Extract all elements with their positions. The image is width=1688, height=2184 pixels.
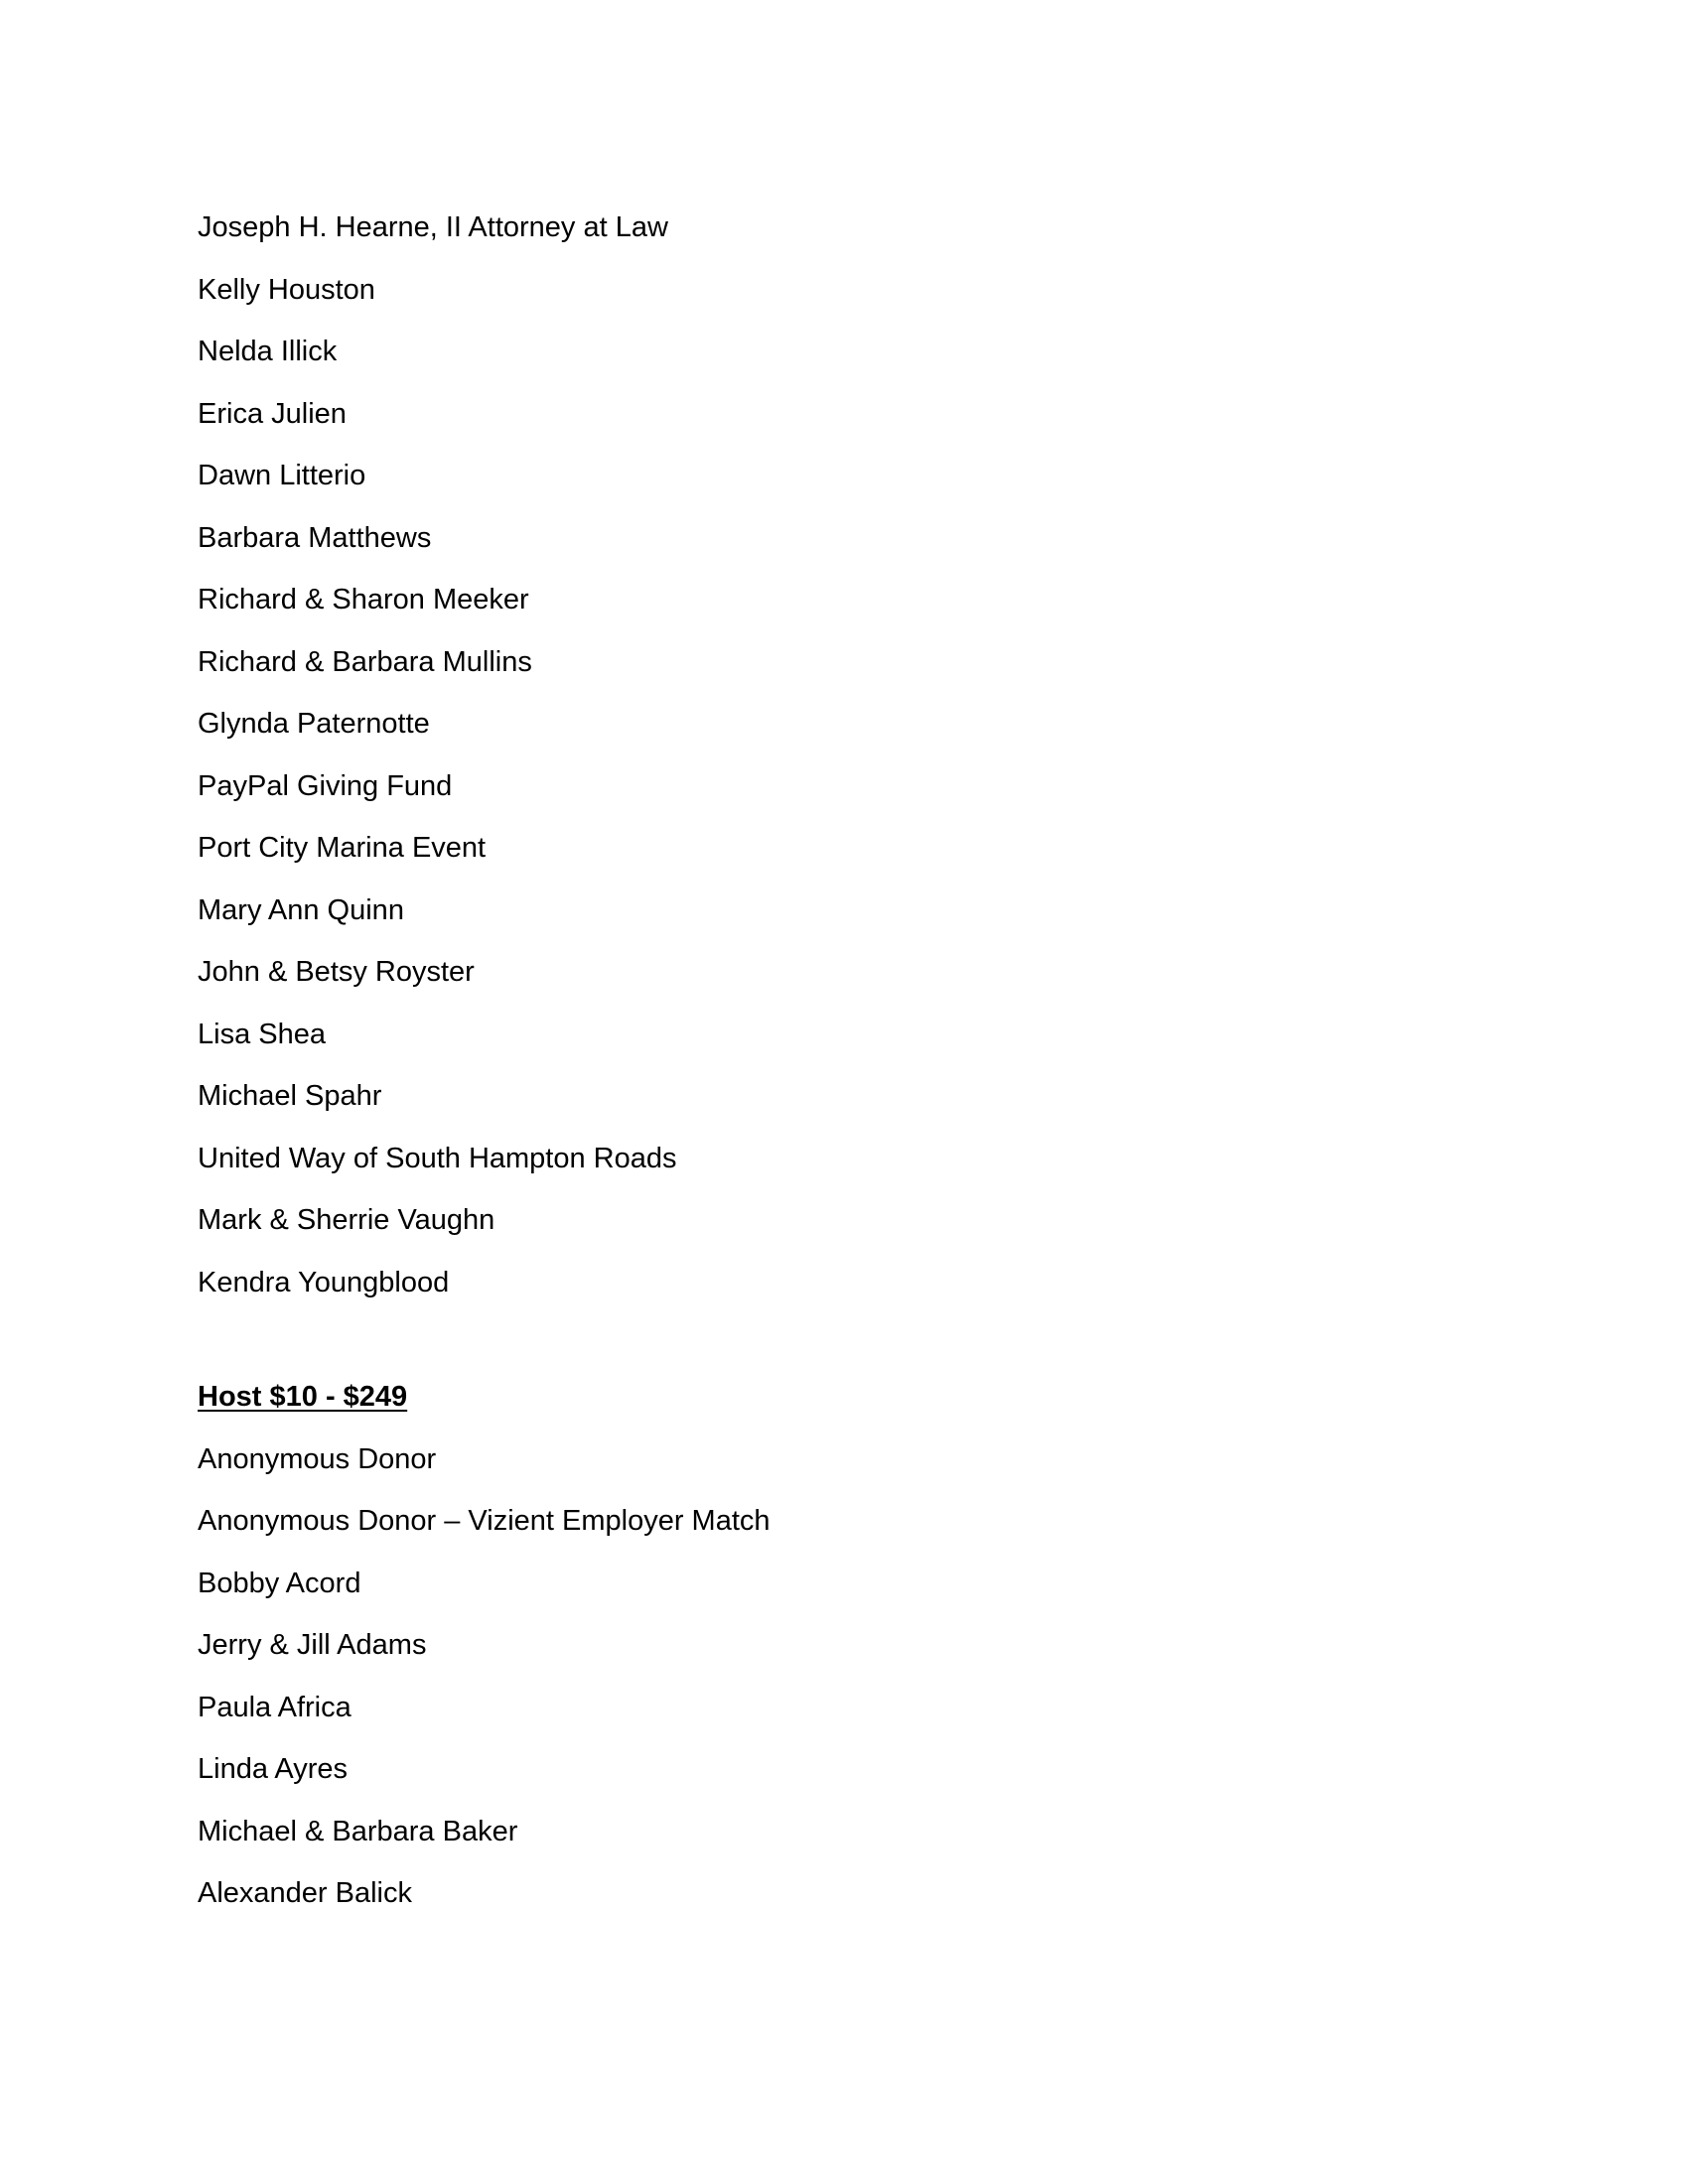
donor-name: Kelly Houston xyxy=(198,273,375,306)
donor-name: Anonymous Donor xyxy=(198,1442,437,1475)
donor-name: Nelda Illick xyxy=(198,336,338,367)
donor-name: Bobby Acord xyxy=(198,1567,361,1599)
donor-name: Kendra Youngblood xyxy=(198,1266,450,1298)
donor-name: Alexander Balick xyxy=(198,1877,412,1909)
donor-name: Port City Marina Event xyxy=(198,832,487,864)
donor-name: Mary Ann Quinn xyxy=(198,893,404,926)
donor-name: Richard & Sharon Meeker xyxy=(198,584,529,615)
donor-name: Anonymous Donor – Vizient Employer Match xyxy=(198,1505,771,1537)
donor-name: United Way of South Hampton Roads xyxy=(198,1142,677,1174)
host-section xyxy=(198,1366,771,1925)
donor-name: Joseph H. Hearne, II Attorney at Law xyxy=(198,211,668,243)
donor-list-host xyxy=(198,1429,771,1925)
donor-name: Linda Ayres xyxy=(198,1753,349,1785)
donor-name: Paula Africa xyxy=(198,1691,352,1723)
donor-name: Glynda Paternotte xyxy=(198,708,430,740)
donor-name: Michael Spahr xyxy=(198,1080,382,1112)
donor-name: Erica Julien xyxy=(198,397,347,430)
donor-name: Jerry & Jill Adams xyxy=(198,1629,427,1661)
donor-name: PayPal Giving Fund xyxy=(198,769,453,802)
donor-name: Lisa Shea xyxy=(198,1018,326,1050)
donor-name: Mark & Sherrie Vaughn xyxy=(198,1204,495,1236)
donor-name: Barbara Matthews xyxy=(198,521,432,554)
donor-list-continued xyxy=(198,197,677,1313)
section-heading-host: Host $10 - $249 xyxy=(198,1381,408,1413)
donor-name: Dawn Litterio xyxy=(198,460,366,491)
donor-name: Richard & Barbara Mullins xyxy=(198,645,532,678)
donor-name: John & Betsy Royster xyxy=(198,956,475,988)
donor-name: Michael & Barbara Baker xyxy=(198,1815,518,1847)
